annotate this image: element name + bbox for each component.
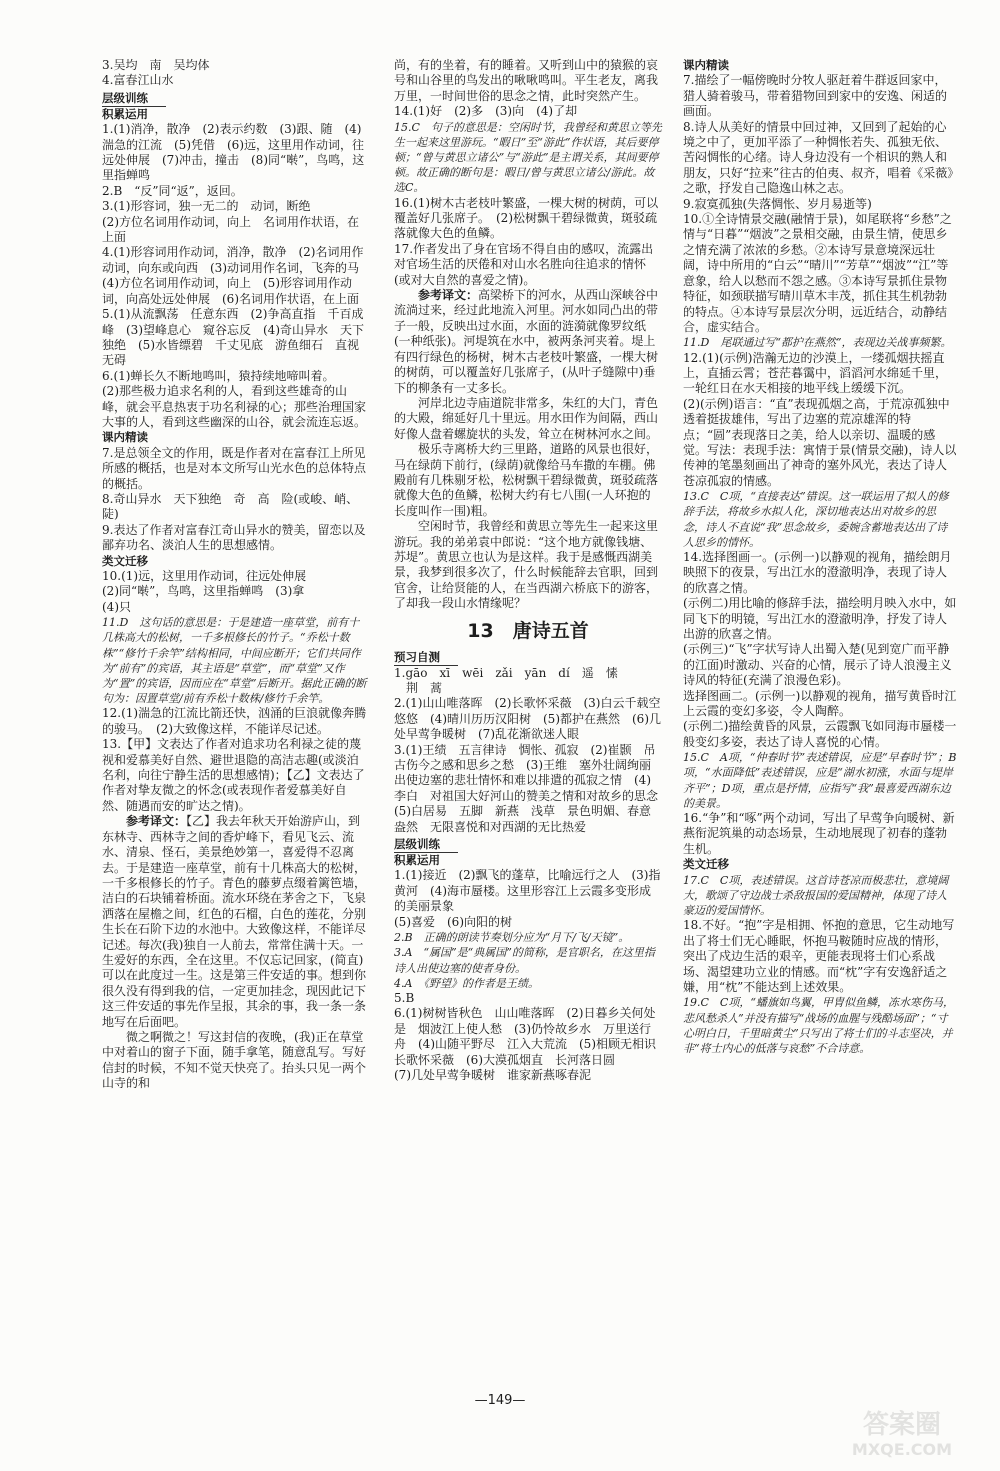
- answer-item: 12.(1)(示例)浩瀚无边的沙漠上，一缕孤烟扶摇直上，直插云霄；苍茫暮霭中，滔滔河水绵延千里，一轮红日在水天相接的地平线上缓缓下沉。 (2)(示例)语言：“直”表现孤烟之高，于荒凉孤独中透着挺拔雄伟，写出了边塞的荒凉雄浑的特点；“圆”表现落日之美，给人以亲切、温暖的感觉。写法：表现手法：寓情于景(情景交融)，诗人以传神的笔墨刻画出了神奇的塞外风光，表达了诗人苍凉孤寂的情感。: [683, 350, 957, 488]
- answer-item: 17.作者发出了身在官场不得自由的感叹，流露出对官场生活的厌倦和对山水名胜向往追求的情怀(或对大自然的喜爱之情)。: [394, 241, 654, 287]
- answer-explanation: 17.C C项，表述错误。这首诗苍凉而极悲壮，意境阔大，歌颂了守边战士杀敌报国的爱国精神，体现了诗人豪迈的爱国情怀。: [683, 873, 949, 918]
- section-heading: 层级训练: [394, 837, 458, 853]
- section-heading-row: [683, 58, 957, 73]
- answer-explanation: 2.B 正确的朗读节奏划分应为“月下/飞/天镜”。: [394, 931, 630, 945]
- answer-explanation: 19.C C项，“蟠旗如鸟翼，甲胄似鱼鳞，冻水寒伤马，悲风愁杀人”并没有描写“战场的血腥与残酷场面”；“寸心明白日，千里暗黄尘”只写出了将士们的斗志坚决，并非“将士内心的低落与哀愁”不合诗意。: [683, 996, 954, 1055]
- section-heading-row: [394, 853, 662, 868]
- answer-item: 空闲时节，我曾经和黄思立等先生一起来这里游玩。我的弟弟袁中郎说：“这个地方就像钱塘、苏堤”。黄思立也认为是这样。我于是感慨西湖美景，我梦到很多次了，什么时候能辞去官职，回到官舍，让给贤能的人，在当西湖六桥底下的游客，了却我一段山水情缘呢？: [394, 519, 659, 611]
- answer-explanation: 15.C A项，“仲春时节”表述错误，应是“早春时节”；B项，“水面降低”表述错误，应是“湖水初涨，水面与堤岸齐平”；D项，重点是抒情，应指写“我”最喜爱西湖东边的美景。: [683, 751, 957, 810]
- translation-paragraph: [394, 288, 662, 396]
- answer-item: 7.描绘了一幅傍晚时分牧人驱赶着牛群返回家中，猎人骑着骏马，带着猎物回到家中的安逸、闲适的画面。: [683, 73, 948, 119]
- answer-item: 14.选择图画一。(示例一)以静观的视角，描绘朗月映照下的夜景，写出江水的澄澈明净，表现了诗人的欣喜之情。 (示例二)用比喻的修辞手法，描绘明月映入水中，如同飞下的明镜，写出江水的澄澈明净，抒发了诗人出游的欣喜之情。 (示例三)“飞”字状写诗人出蜀入楚(见到宽广而平静的江面)时激动、兴奋的心情，展示了诗人浪漫主义诗风的特征(充满了浪漫色彩)。 选择图画二。(示例一)以静观的视角，描写黄昏时江上云霞的变幻多姿，令人陶醉。 (示例二)描绘黄昏的风景，云霞飘飞如同海市蜃楼一般变幻多姿，表达了诗人喜悦的心情。: [683, 549, 957, 749]
- answer-item: 6.(1)树树皆秋色 山山唯落晖 (2)日暮乡关何处是 烟波江上使人愁 (3)仍怜故乡水 万里送行舟 (4)山随平野尽 江入大荒流 (5)相顾无相识 长歌怀采薇 (6)大漠孤烟直 长河落日圆 (7)几处早莺争暖树 谁家新燕啄春泥: [394, 1006, 656, 1082]
- answer-item: 1.gāo xī wēi zǎi yān dí 遥 愫 荆 蒿: [394, 665, 618, 696]
- answer-item: 16.(1)树木古老枝叶繁盛，一棵大树的树荫，可以覆盖好几张席子。 (2)松树飘干碧绿微黄，斑驳疏落就像大色的鱼鳞。: [394, 195, 659, 241]
- answer-explanation: 3.A “属国”是“典属国”的简称，是官职名，在这里指诗人出使边塞的使者身份。: [394, 946, 655, 975]
- answer-item: 3.(1)王绩 五言律诗 惆怅、孤寂 (2)崔颢 吊古伤今之感和思乡之愁 (3)王维 塞外壮阔绚丽 出使边塞的悲壮情怀和难以排遣的孤寂之情 (4)李白 对祖国大好河山的赞美之情和对故乡的思念 (5)白居易 五脚 新燕 浅草 景色明媚、春意盎然 无限喜悦和对西湖的无比热爱: [394, 742, 671, 834]
- section-title: 13 唐诗五首: [467, 619, 589, 642]
- watermark-url: MXQE.COM: [851, 1440, 953, 1459]
- translation-paragraph: [102, 814, 370, 1030]
- answer-item: 6.(1)蝉长久不断地鸣叫，猿持续地啼叫着。 (2)那些极力追求名利的人，看到这些雄奇的山峰，就会平息热衷于功名利禄的心；那些治理国家大事的人，看到这些幽深的山谷，就会流连忘返。: [102, 368, 367, 429]
- watermark-title: 答案圈: [862, 1410, 942, 1440]
- answer-item: 5.B: [394, 990, 415, 1005]
- section-heading: 课内精读: [102, 430, 148, 445]
- section-heading-row: [102, 89, 370, 107]
- column-middle: [394, 58, 671, 1083]
- answer-item: 7.是总领全文的作用，既是作者对在富春江上所见所感的概括，也是对本文所写山光水色的总体特点的概括。: [102, 445, 367, 491]
- answer-item: 5.(1)从流飘荡 任意东西 (2)争高直指 千百成峰 (3)望峰息心 窥谷忘反 (4)奇山异水 天下独绝 (5)水皆缥碧 千丈见底 游鱼细石 直视无碍: [102, 307, 364, 368]
- section-heading-row: [102, 554, 370, 569]
- answer-explanation: 11.D 尾联通过写“都护在燕然”，表现边关战事频繁。: [683, 336, 952, 350]
- section-heading-row: [102, 107, 370, 122]
- section-heading: 课内精读: [683, 58, 729, 72]
- translation-label: 参考译文：: [418, 288, 479, 303]
- answer-item: 尚，有的坐着，有的睡着。又听到山中的猿猴的哀号和山谷里的鸟发出的啾啾鸣叫。平生老友，离我万里，一时间世俗的思念之情，此时突然产生。: [394, 58, 659, 103]
- answer-item: 10.①全诗情景交融(融情于景)，如尾联将“乡愁”之情与“日暮”“烟波”之景相交融，由景生情，使思乡之情充满了浓浓的乡愁。②本诗写景意境深远壮阔，诗中所用的“白云”“晴川”“芳草”“烟波”“江”等意象，给人以愁而不怨之感。③本诗写景抓住景物特征，如颈联描写晴川草木丰茂，抓住其生机勃勃的特点。④本诗写景层次分明，远近结合，动静结合，虚实结合。: [683, 212, 952, 334]
- answer-item: 10.(1)远，这里用作动词，往远处伸展 (2)同“啭”，鸟鸣，这里指蝉鸣 (3)拿 (4)只: [102, 569, 307, 614]
- answer-item: 3.吴均 南 吴均体: [102, 58, 210, 72]
- answer-item: 2.(1)山山唯落晖 (2)长歌怀采薇 (3)白云千载空悠悠 (4)晴川历历汉阳树 (5)都护在燕然 (6)几处早莺争暖树 (7)乱花渐欲迷人眼: [394, 696, 661, 742]
- answer-item: 9.寂寞孤独(失落惆怅、岁月易逝等): [683, 196, 872, 211]
- answer-item: 14.(1)好 (2)多 (3)向 (4)了却: [394, 104, 578, 119]
- translation-text: 【乙】我去年秋天开始游庐山，到东林寺、西林寺之间的香炉峰下，看见飞云、流水、清泉、怪石，美景绝妙第一，喜爱得不忍离去。于是建造一座草堂，前有十几株高大的松树，一千多根修长的竹子。青色的藤萝点缀着篱笆墙，洁白的石块铺着桥面。流水环绕在茅舍之下，飞泉洒落在屋檐之间，红色的石榴，白色的莲花，分别生长在石阶下边的水池中。大致像这样，不能详尽记述。每次(我)独自一人前去，常常住满十天。一生爱好的东西，全在这里。不仅忘记回家，(简直)可以在此度过一生。这是第三件安适的事。想到你很久没有得到我的信，一定更加挂念，现因此记下这三件安适的事先作呈报，其余的事，我一条一条地写在后面吧。: [102, 814, 367, 1029]
- translation-label: 参考译文：: [126, 814, 187, 829]
- section-heading-row: [394, 648, 662, 666]
- answer-item: 9.表达了作者对富春江奇山异水的赞美，留恋以及鄙弃功名、淡泊人生的思想感情。: [102, 522, 366, 553]
- section-heading: 层级训练: [102, 91, 166, 107]
- answer-item: 16.“争”和“啄”两个动词，写出了早莺争向暖树、新燕衔泥筑巢的动态场景，生动地展现了初春的蓬勃生机。: [683, 811, 955, 856]
- section-heading: 类文迁移: [683, 857, 729, 872]
- translation-text: 高梁桥下的河水，从西山深峡谷中流淌过来，经过此地流入河里。河水如同凸出的带子一般，反映出过水面，水面的涟漪就像罗纹纸(一种纸张)。河堤筑在水中，被两条河夹着。堤上有四行绿色的杨树，树木古老枝叶繁盛，一棵大树的树荫，可以覆盖好几张席子，(从叶子缝隙中)垂下的柳条有一丈多长。: [394, 288, 659, 395]
- answer-item: 2.B “反”同“返”，返回。: [102, 183, 243, 198]
- answer-item: 8.诗人从美好的情景中回过神，又回到了起始的心境之中了，更加平添了一种惆怅若失、孤独无依、苦闷惆怅的心绪。诗人身边没有一个相识的熟人和朋友，只好“拉来”往古的伯夷、叔齐，唱着《采薇》之歌，抒发自己隐逸山林之志。: [683, 119, 954, 196]
- section-heading-row: [394, 835, 662, 853]
- section-heading: 积累运用: [394, 853, 440, 868]
- answer-explanation: 15.C 句子的意思是：空闲时节，我曾经和黄思立等先生一起来这里游玩。“暇日”至“游此”作状语，其后要停顿；“曾与黄思立诸公”与“游此”是主谓关系，其间要停顿。故正确的断句是：暇日/曾与黄思立诸公/游此。故选C。: [394, 120, 662, 195]
- answer-explanation: 11.D 这句话的意思是：于是建造一座草堂，前有十几株高大的松树，一千多根修长的竹子。“乔松十数株”“修竹千余竿”结构相同，中间应断开；它们共同作为“前有”的宾语，其主语是“草堂”，而“草堂”又作为“置”的宾语，因而应在“草堂”后断开。据此正确的断句为：因置草堂/前有乔松十数株/修竹千余竿。: [102, 616, 367, 706]
- column-right: [683, 58, 957, 1056]
- watermark-logo: [822, 1405, 982, 1461]
- answer-item: 3.(1)形容词，独一无二的 动词，断绝 (2)方位名词用作动词，向上 名词用作状语，在上面: [102, 199, 359, 245]
- answer-item: 极乐寺离桥大约三里路，道路的风景也很好，马在绿荫下前行，(绿荫)就像给马车撒的车棚。佛殿前有几株剔牙松，松树飘干碧绿微黄，斑驳疏落就像大色的鱼鳞，松树大约有七八围(一人环抱的长度叫作一围)粗。: [394, 442, 659, 518]
- answer-item: 4.富春江山水: [102, 73, 174, 88]
- answer-item: 1.(1)消净，散净 (2)表示约数 (3)跟、随 (4)湍急的江流 (5)凭借 (6)远，这里用作动词，往远处伸展 (7)冲击，撞击 (8)同“啭”，鸟鸣，这里指蝉鸣: [102, 122, 365, 183]
- answer-item: 8.奇山异水 天下独绝 奇 高 险(或峻、峭、陡): [102, 491, 359, 522]
- answer-item: 13.【甲】文表达了作者对追求功名利禄之徒的蔑视和爱慕美好自然、避世退隐的高洁志趣(或淡泊名利，向往宁静生活的思想感情)；【乙】文表达了作者对挚友微之的怀念(或表现作者爱慕美好自然、随遇而安的旷达之情)。: [102, 737, 365, 813]
- section-heading-row: [102, 430, 370, 445]
- answer-explanation: 13.C C项，“直接表达”错误。这一联运用了拟人的修辞手法，将故乡水拟人化，深切地表达出对故乡的思念，诗人不直说“我”思念故乡，委婉含蓄地表达出了诗人思乡的情怀。: [683, 490, 949, 549]
- section-heading-row: [683, 857, 957, 872]
- answer-item: 微之啊微之！写这封信的夜晚，(我)正在草堂中对着山的窗子下面，随手拿笔，随意乱写。写好信封的时候，不知不觉天快亮了。抬头只见一两个山寺的和: [102, 1029, 367, 1091]
- section-heading: 积累运用: [102, 106, 148, 121]
- answer-explanation: 4.A 《野望》的作者是王绩。: [394, 976, 539, 990]
- answer-item: 1.(1)接近 (2)飘飞的蓬草，比喻远行之人 (3)指黄河 (4)海市蜃楼。这里形容江上云霞多变形成的美丽景象 (5)喜爱 (6)向阳的树: [394, 868, 661, 929]
- answer-item: 4.(1)形容词用作动词，消净，散净 (2)名词用作动词，向东或向西 (3)动词用作名词，飞奔的马 (4)方位名词用作动词，向上 (5)形容词用作动词，向高处远处伸展 (6)名词用作状语，在上面: [102, 245, 372, 306]
- answer-item: 18.不好。“抱”字是相拥、怀抱的意思，它生动地写出了将士们无心睡眠，怀抱马鞍随时应战的情形，突出了戍边生活的艰辛，更能表现将士们心系战场、渴望建功立业的情感。而“枕”字有安逸舒适之嫌，用“枕”不能达到上述效果。: [683, 918, 955, 994]
- column-left: [102, 58, 370, 1092]
- section-heading: 类文迁移: [102, 553, 148, 568]
- page-number: —149—: [474, 1393, 526, 1408]
- answer-item: 河岸北边寺庙道院非常多，朱红的大门，青色的大殿，绵延好几十里远。用水田作为间隔，西山好像人盘着螺旋状的头发，耸立在树林河水之间。: [394, 395, 659, 441]
- section-heading: 预习自测: [394, 650, 458, 666]
- answer-item: 12.(1)湍急的江流比箭还快，汹涌的巨浪就像奔腾的骏马。 (2)大致像这样，不能详尽记述。: [102, 706, 367, 736]
